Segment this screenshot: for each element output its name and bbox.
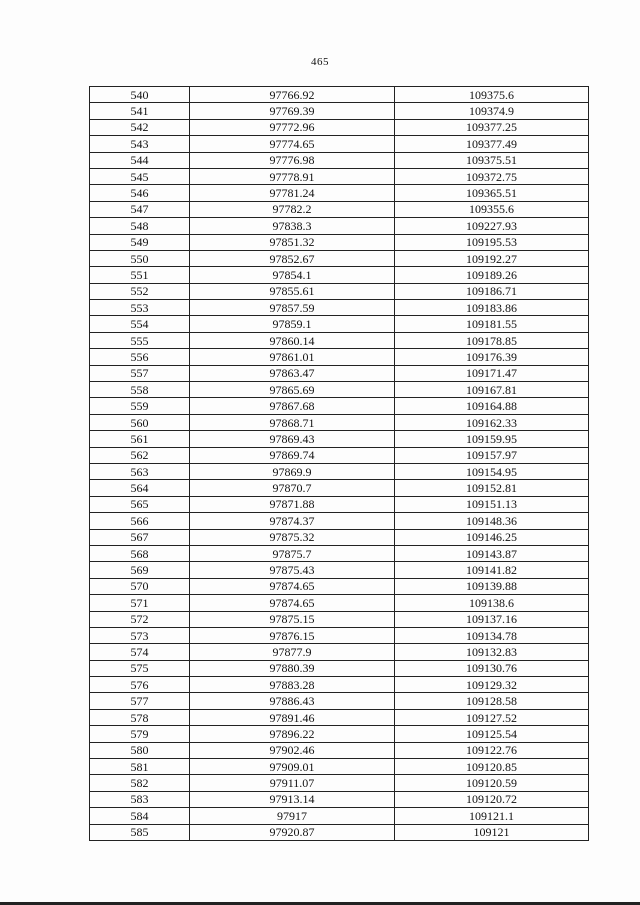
y-coordinate-cell: 109183.86 [395, 300, 589, 316]
table-row [90, 103, 589, 119]
point-id-cell: 568 [90, 545, 190, 561]
table-row [90, 513, 589, 529]
x-coordinate-cell: 97911.07 [190, 775, 395, 791]
point-id-cell: 550 [90, 250, 190, 266]
point-id-cell: 555 [90, 332, 190, 348]
table-row [90, 398, 589, 414]
table-row [90, 349, 589, 365]
x-coordinate-cell: 97852.67 [190, 250, 395, 266]
x-coordinate-cell: 97875.15 [190, 611, 395, 627]
table-row [90, 791, 589, 807]
point-id-cell: 574 [90, 644, 190, 660]
point-id-cell: 583 [90, 791, 190, 807]
point-id-cell: 556 [90, 349, 190, 365]
table-row [90, 267, 589, 283]
table-row [90, 677, 589, 693]
table-row [90, 87, 589, 103]
x-coordinate-cell: 97869.74 [190, 447, 395, 463]
x-coordinate-cell: 97838.3 [190, 218, 395, 234]
point-id-cell: 549 [90, 234, 190, 250]
point-id-cell: 575 [90, 660, 190, 676]
table-row [90, 431, 589, 447]
x-coordinate-cell: 97860.14 [190, 332, 395, 348]
y-coordinate-cell: 109137.16 [395, 611, 589, 627]
y-coordinate-cell: 109374.9 [395, 103, 589, 119]
y-coordinate-cell: 109122.76 [395, 742, 589, 758]
table-row [90, 316, 589, 332]
table-row [90, 775, 589, 791]
point-id-cell: 570 [90, 578, 190, 594]
y-coordinate-cell: 109154.95 [395, 463, 589, 479]
y-coordinate-cell: 109120.59 [395, 775, 589, 791]
point-id-cell: 580 [90, 742, 190, 758]
point-id-cell: 585 [90, 824, 190, 840]
table-row [90, 595, 589, 611]
x-coordinate-cell: 97766.92 [190, 87, 395, 103]
table-row [90, 578, 589, 594]
x-coordinate-cell: 97859.1 [190, 316, 395, 332]
y-coordinate-cell: 109355.6 [395, 201, 589, 217]
table-row [90, 759, 589, 775]
x-coordinate-cell: 97776.98 [190, 152, 395, 168]
table-row [90, 644, 589, 660]
x-coordinate-cell: 97855.61 [190, 283, 395, 299]
y-coordinate-cell: 109365.51 [395, 185, 589, 201]
x-coordinate-cell: 97869.43 [190, 431, 395, 447]
table-row [90, 234, 589, 250]
y-coordinate-cell: 109186.71 [395, 283, 589, 299]
table-row [90, 382, 589, 398]
y-coordinate-cell: 109181.55 [395, 316, 589, 332]
point-id-cell: 577 [90, 693, 190, 709]
x-coordinate-cell: 97875.7 [190, 545, 395, 561]
x-coordinate-cell: 97874.65 [190, 595, 395, 611]
point-id-cell: 582 [90, 775, 190, 791]
x-coordinate-cell: 97896.22 [190, 726, 395, 742]
point-id-cell: 559 [90, 398, 190, 414]
x-coordinate-cell: 97778.91 [190, 168, 395, 184]
point-id-cell: 553 [90, 300, 190, 316]
table-row [90, 480, 589, 496]
y-coordinate-cell: 109120.72 [395, 791, 589, 807]
y-coordinate-cell: 109127.52 [395, 709, 589, 725]
x-coordinate-cell: 97909.01 [190, 759, 395, 775]
table-row [90, 365, 589, 381]
y-coordinate-cell: 109152.81 [395, 480, 589, 496]
table-row [90, 529, 589, 545]
y-coordinate-cell: 109195.53 [395, 234, 589, 250]
table-row [90, 152, 589, 168]
y-coordinate-cell: 109162.33 [395, 414, 589, 430]
table-row [90, 545, 589, 561]
y-coordinate-cell: 109141.82 [395, 562, 589, 578]
x-coordinate-cell: 97774.65 [190, 136, 395, 152]
table-row [90, 660, 589, 676]
y-coordinate-cell: 109227.93 [395, 218, 589, 234]
x-coordinate-cell: 97880.39 [190, 660, 395, 676]
x-coordinate-cell: 97875.43 [190, 562, 395, 578]
coordinates-table-body [90, 87, 589, 841]
y-coordinate-cell: 109178.85 [395, 332, 589, 348]
y-coordinate-cell: 109171.47 [395, 365, 589, 381]
x-coordinate-cell: 97917 [190, 808, 395, 824]
point-id-cell: 584 [90, 808, 190, 824]
point-id-cell: 579 [90, 726, 190, 742]
table-row [90, 300, 589, 316]
x-coordinate-cell: 97781.24 [190, 185, 395, 201]
table-row [90, 824, 589, 840]
x-coordinate-cell: 97870.7 [190, 480, 395, 496]
y-coordinate-cell: 109121.1 [395, 808, 589, 824]
y-coordinate-cell: 109375.6 [395, 87, 589, 103]
point-id-cell: 547 [90, 201, 190, 217]
y-coordinate-cell: 109129.32 [395, 677, 589, 693]
x-coordinate-cell: 97877.9 [190, 644, 395, 660]
y-coordinate-cell: 109132.83 [395, 644, 589, 660]
y-coordinate-cell: 109139.88 [395, 578, 589, 594]
y-coordinate-cell: 109377.49 [395, 136, 589, 152]
table-row [90, 693, 589, 709]
point-id-cell: 581 [90, 759, 190, 775]
y-coordinate-cell: 109189.26 [395, 267, 589, 283]
y-coordinate-cell: 109138.6 [395, 595, 589, 611]
x-coordinate-cell: 97869.9 [190, 463, 395, 479]
x-coordinate-cell: 97769.39 [190, 103, 395, 119]
table-row [90, 185, 589, 201]
table-row [90, 414, 589, 430]
point-id-cell: 569 [90, 562, 190, 578]
point-id-cell: 565 [90, 496, 190, 512]
y-coordinate-cell: 109167.81 [395, 382, 589, 398]
table-row [90, 742, 589, 758]
point-id-cell: 564 [90, 480, 190, 496]
point-id-cell: 542 [90, 119, 190, 135]
x-coordinate-cell: 97874.37 [190, 513, 395, 529]
point-id-cell: 572 [90, 611, 190, 627]
point-id-cell: 552 [90, 283, 190, 299]
table-row [90, 447, 589, 463]
x-coordinate-cell: 97876.15 [190, 627, 395, 643]
table-row [90, 201, 589, 217]
table-row [90, 119, 589, 135]
x-coordinate-cell: 97875.32 [190, 529, 395, 545]
y-coordinate-cell: 109125.54 [395, 726, 589, 742]
table-row [90, 250, 589, 266]
x-coordinate-cell: 97857.59 [190, 300, 395, 316]
y-coordinate-cell: 109372.75 [395, 168, 589, 184]
table-row [90, 136, 589, 152]
y-coordinate-cell: 109120.85 [395, 759, 589, 775]
x-coordinate-cell: 97865.69 [190, 382, 395, 398]
x-coordinate-cell: 97913.14 [190, 791, 395, 807]
x-coordinate-cell: 97871.88 [190, 496, 395, 512]
y-coordinate-cell: 109121 [395, 824, 589, 840]
x-coordinate-cell: 97772.96 [190, 119, 395, 135]
table-row [90, 168, 589, 184]
table-row [90, 562, 589, 578]
table-row [90, 332, 589, 348]
y-coordinate-cell: 109377.25 [395, 119, 589, 135]
table-row [90, 218, 589, 234]
x-coordinate-cell: 97886.43 [190, 693, 395, 709]
table-row [90, 709, 589, 725]
point-id-cell: 557 [90, 365, 190, 381]
table-row [90, 808, 589, 824]
x-coordinate-cell: 97782.2 [190, 201, 395, 217]
point-id-cell: 566 [90, 513, 190, 529]
table-row [90, 726, 589, 742]
x-coordinate-cell: 97863.47 [190, 365, 395, 381]
page-number: 465 [311, 56, 329, 68]
table-row [90, 283, 589, 299]
y-coordinate-cell: 109192.27 [395, 250, 589, 266]
point-id-cell: 543 [90, 136, 190, 152]
x-coordinate-cell: 97867.68 [190, 398, 395, 414]
y-coordinate-cell: 109134.78 [395, 627, 589, 643]
y-coordinate-cell: 109148.36 [395, 513, 589, 529]
x-coordinate-cell: 97854.1 [190, 267, 395, 283]
x-coordinate-cell: 97920.87 [190, 824, 395, 840]
point-id-cell: 554 [90, 316, 190, 332]
point-id-cell: 540 [90, 87, 190, 103]
x-coordinate-cell: 97868.71 [190, 414, 395, 430]
y-coordinate-cell: 109130.76 [395, 660, 589, 676]
point-id-cell: 541 [90, 103, 190, 119]
table-row [90, 627, 589, 643]
point-id-cell: 563 [90, 463, 190, 479]
y-coordinate-cell: 109375.51 [395, 152, 589, 168]
x-coordinate-cell: 97883.28 [190, 677, 395, 693]
point-id-cell: 561 [90, 431, 190, 447]
point-id-cell: 544 [90, 152, 190, 168]
y-coordinate-cell: 109176.39 [395, 349, 589, 365]
coordinates-table [89, 86, 589, 841]
table-row [90, 611, 589, 627]
point-id-cell: 551 [90, 267, 190, 283]
point-id-cell: 562 [90, 447, 190, 463]
x-coordinate-cell: 97874.65 [190, 578, 395, 594]
point-id-cell: 578 [90, 709, 190, 725]
y-coordinate-cell: 109159.95 [395, 431, 589, 447]
y-coordinate-cell: 109146.25 [395, 529, 589, 545]
point-id-cell: 558 [90, 382, 190, 398]
point-id-cell: 560 [90, 414, 190, 430]
point-id-cell: 546 [90, 185, 190, 201]
y-coordinate-cell: 109151.13 [395, 496, 589, 512]
point-id-cell: 576 [90, 677, 190, 693]
x-coordinate-cell: 97861.01 [190, 349, 395, 365]
y-coordinate-cell: 109128.58 [395, 693, 589, 709]
point-id-cell: 545 [90, 168, 190, 184]
point-id-cell: 571 [90, 595, 190, 611]
point-id-cell: 567 [90, 529, 190, 545]
x-coordinate-cell: 97851.32 [190, 234, 395, 250]
x-coordinate-cell: 97902.46 [190, 742, 395, 758]
x-coordinate-cell: 97891.46 [190, 709, 395, 725]
table-row [90, 463, 589, 479]
table-row [90, 496, 589, 512]
point-id-cell: 548 [90, 218, 190, 234]
y-coordinate-cell: 109157.97 [395, 447, 589, 463]
point-id-cell: 573 [90, 627, 190, 643]
y-coordinate-cell: 109164.88 [395, 398, 589, 414]
y-coordinate-cell: 109143.87 [395, 545, 589, 561]
